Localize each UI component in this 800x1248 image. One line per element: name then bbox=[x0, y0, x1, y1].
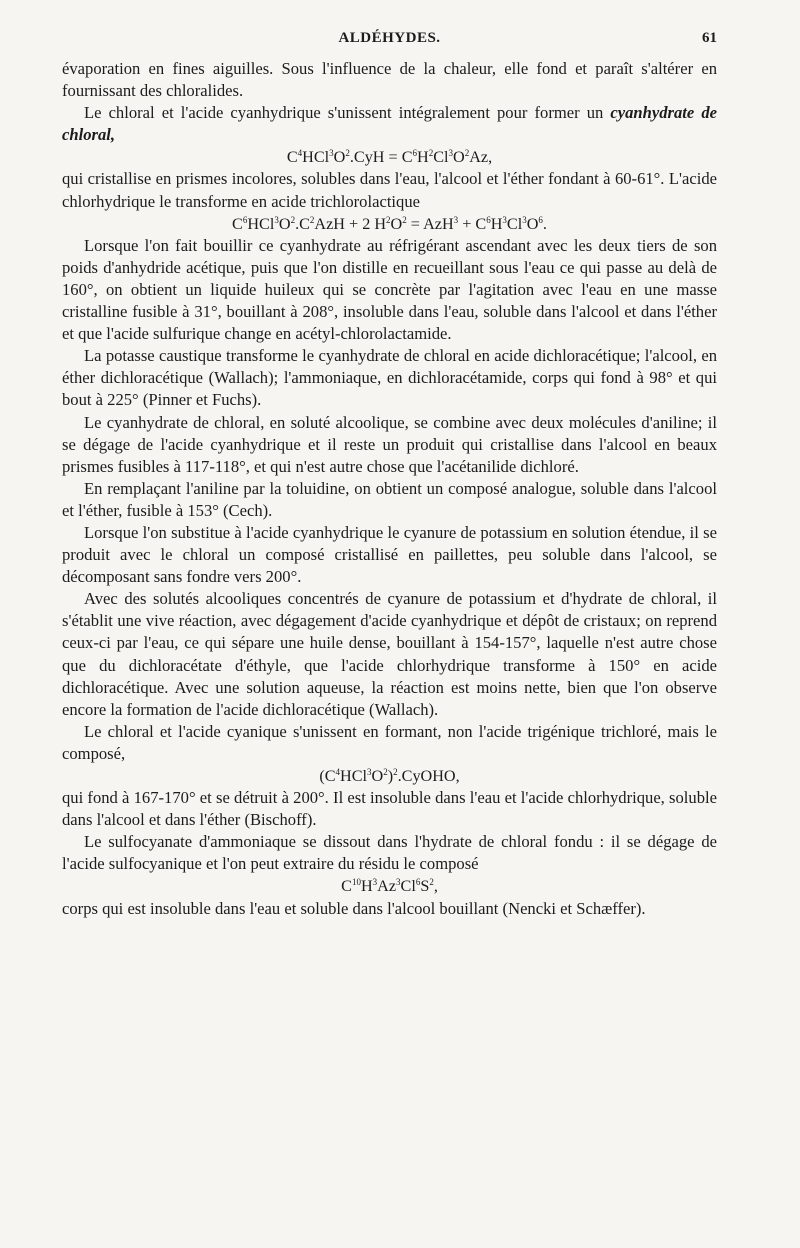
paragraph-2 bbox=[62, 102, 717, 146]
paragraph-3: qui cristallise en prismes incolores, solubles dans l'eau, l'alcool et l'éther fondant à 60-61°. L'acide chlorhydrique le transforme en acide trichlorolactique bbox=[62, 169, 717, 211]
paragraph-10: Le chloral et l'acide cyanique s'unissent en formant, non l'acide trigénique trichloré, mais le composé, bbox=[62, 721, 717, 763]
running-title: ALDÉHYDES. bbox=[338, 30, 441, 46]
paragraph-6: Le cyanhydrate de chloral, en soluté alcoolique, se combine avec deux molécules d'aniline; il se dégage de l'acide cyanhydrique et il reste un produit qui cristallise dans l'alcool en beaux prismes fusibles à 117-118°, et qui n'est autre chose que l'acétanilide dichloré. bbox=[62, 412, 717, 476]
page-header bbox=[62, 30, 717, 52]
formula-1: $C^4HCl^3O^2.CyH = C^6H^2Cl^3O^2Az$, bbox=[286, 148, 493, 167]
paragraph-12: Le sulfocyanate d'ammoniaque se dissout dans l'hydrate de chloral fondu : il se dégage de l'acide sulfocyanique et l'on peut extraire du résidu le composé bbox=[62, 832, 717, 874]
formula-3: $(C^4HCl^3O^2)^2.CyOHO$, bbox=[319, 767, 460, 785]
paragraph-8: Lorsque l'on substitue à l'acide cyanhydrique le cyanure de potassium en solution étendue, il se produit avec le chloral un composé cristallisé en paillettes, peu soluble dans l'alcool, se décomposant sans fondre vers 200°. bbox=[62, 522, 717, 587]
paragraph-5: La potasse caustique transforme le cyanhydrate de chloral en acide dichloracétique; l'alcool, en éther dichloracétique (Wallach); l'ammoniaque, en dichloracétamide, corps qui fond à 98° et qui bout à 225° (Pinner et Fuchs). bbox=[62, 346, 717, 410]
paragraph-7: En remplaçant l'aniline par la toluidine, on obtient un composé analogue, soluble dans l'alcool et l'éther, fusible à 153° (Cech). bbox=[62, 478, 717, 520]
paragraph-13: corps qui est insoluble dans l'eau et soluble dans l'alcool bouillant (Nencki et Schæffer). bbox=[62, 898, 646, 918]
formula-2: $C^6HCl^3O^2.C^2AzH + 2$ $H^2O^2 = AzH^3 + C^6H^3Cl^3O^6$. bbox=[232, 214, 547, 233]
formula-4: $C^{10}H^3Az^3Cl^6S^2$, bbox=[341, 877, 438, 896]
page-number: 61 bbox=[702, 30, 717, 46]
paragraph-4: Lorsque l'on fait bouillir ce cyanhydrate au réfrigérant ascendant avec les deux tiers de son poids d'anhydride acétique, puis que l'on distille en recueillant sous l'eau ce qui passe au delà de 160°, on obtient un liquide huileux qui se concrète par l'agitation avec l'eau en une masse cristalline fusible à 31°, bouillant à 208°, insoluble dans l'eau, soluble dans l'alcool et dans l'éther et que l'acide sulfurique change en acétyl-chlorolactamide. bbox=[62, 235, 717, 344]
paragraph-1: évaporation en fines aiguilles. Sous l'influence de la chaleur, elle fond et paraît s'altérer en fournissant des chloralides. bbox=[62, 59, 717, 101]
paragraph-11: qui fond à 167-170° et se détruit à 200°. Il est insoluble dans l'eau et l'acide chlorhydrique, soluble dans l'alcool et dans l'éther (Bischoff). bbox=[62, 788, 717, 830]
paragraph-9: Avec des solutés alcooliques concentrés de cyanure de potassium et d'hydrate de chloral, il s'établit une vive réaction, avec dégagement d'acide cyanhydrique et dépôt de cristaux; on reprend ceux-ci par l'eau, ce qui sépare une huile dense, bouillant à 154-157°, laquelle n'est autre chose que du dichloracétate d'éthyle, que l'acide chlorhydrique transforme à 150° en acide dichloracétique. Avec une solution aqueuse, la réaction est moins nette, bien que l'on observe encore la formation de l'acide dichloracétique (Wallach). bbox=[62, 589, 717, 719]
paragraph-2-text: Le chloral et l'acide cyanhydrique s'unissent intégralement pour former un bbox=[84, 103, 604, 123]
page-body bbox=[62, 58, 717, 920]
italic-term: cyanhydrate de chloral, bbox=[62, 103, 717, 145]
